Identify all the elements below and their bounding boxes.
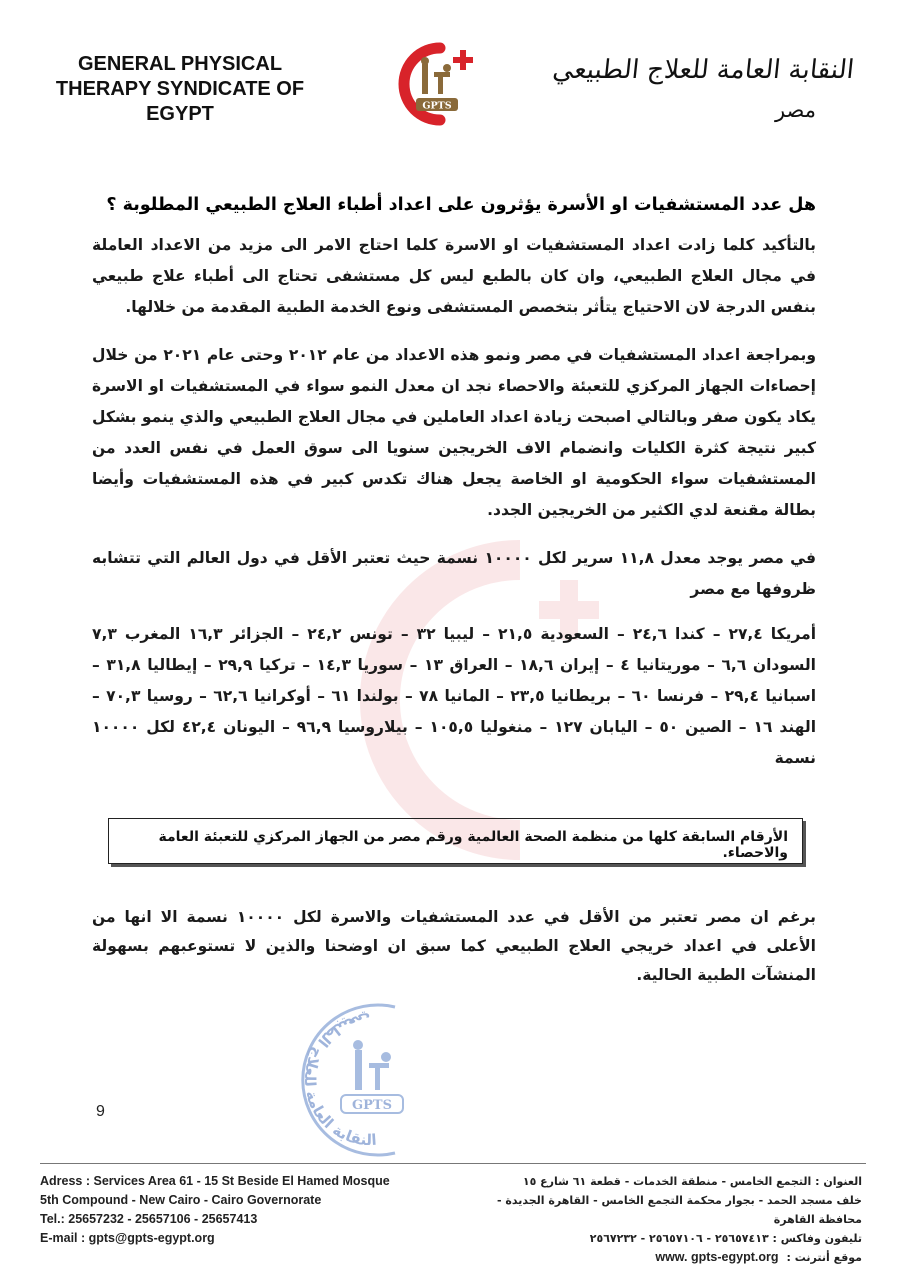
footer-ar-website-row — [452, 1248, 862, 1267]
arabic-country-subtitle: مصر — [774, 98, 816, 122]
english-title-line-1: GENERAL PHYSICAL — [77, 53, 283, 75]
footer-english-contact — [40, 1172, 470, 1248]
english-title-line-3: EGYPT — [146, 103, 214, 125]
document-body — [92, 190, 816, 791]
footer-arabic-contact — [452, 1172, 862, 1267]
english-title-line-2: THERAPY SYNDICATE OF — [55, 78, 305, 100]
paragraph-5: برغم ان مصر تعتبر من الأقل في عدد المستشفيات والاسرة لكل ١٠٠٠٠ نسمة الا انها من الأعلى في اعداد خريجي العلاج الطبيعي كما سبق ان اوضحنا والذين لا تستوعبهم بسهولة المنشآت الطبية الحالية. — [92, 908, 816, 984]
arabic-organization-title: النقابة العامة للعلاج الطبيعي — [551, 55, 856, 85]
paragraph-4-country-bed-rates: أمريكا ٢٧,٤ – كندا ٢٤,٦ – السعودية ٢١,٥ – ليبيا ٣٢ – تونس ٢٤,٢ – الجزائر ١٦,٣ المغرب ٧,٣ السودان ٦,٦ – موريتانيا ٤ – إيران ١٨,٦ – العراق ١٣ – سوريا ١٤,٣ – تركيا ٢٩,٩ – إيطاليا ٣١,٨ – اسبانيا ٢٩,٤ – فرنسا ٦٠ – بريطانيا ٢٣,٥ – المانيا ٧٨ – بولندا ٦١ – أوكرانيا ٦٢,٦ – روسيا ٧٠,٣ – الهند ١٦ – الصين ٥٠ – اليابان ١٢٧ – منغوليا ١٠٥,٥ – بيلاروسيا ٩٦,٩ – اليونان ٤٢,٤ لكل ١٠٠٠٠ نسمة — [92, 625, 817, 767]
paragraph-2: وبمراجعة اعداد المستشفيات في مصر ونمو هذه الاعداد من عام ٢٠١٢ وحتى عام ٢٠٢١ من خلال إحصاءات الجهاز المركزي للتعبئة والاحصاء نجد ان معدل النمو سواء في المستشفيات او الاسرة يكاد يكون صفر وبالتالي اصبحت زيادة اعداد العاملين في مجال العلاج الطبيعي والذي ينمو بشكل كبير نتيجة كثرة الكليات وانضمام الاف الخريجين سنويا الى سوق العمل في نفس العدد من المستشفيات سواء الحكومية او الخاصة يجعل هناك تكدس كبير في هذه المستشفيات وأيضا بطالة مقنعة لدي الكثير من الخريجين الجدد. — [92, 346, 816, 519]
english-organization-title — [30, 52, 330, 127]
paragraph-1: بالتأكيد كلما زادت اعداد المستشفيات او الاسرة كلما احتاج الامر الى مزيد من الاعداد العاملة في مجال العلاج الطبيعي، وان كان بالطبع ليس كل مستشفى تحتاج الى أطباء علاج طبيعي بنفس الدرجة لان الاحتياج يتأثر بتخصص المستشفى ونوع الخدمة الطبية المقدمة من خلالها. — [92, 236, 816, 316]
syndicate-seal-stamp-icon — [285, 995, 455, 1165]
footer-ar-phone: تليفون وفاكس : ٢٥٦٥٧٤١٣ - ٢٥٦٥٧١٠٦ - ٢٥٦٧٢٣٢ — [589, 1232, 862, 1245]
paragraph-3: في مصر يوجد معدل ١١,٨ سرير لكل ١٠٠٠٠ نسمة حيث تعتبر الأقل في دول العالم التي تتشابه ظروفها مع مصر — [92, 549, 816, 598]
footer-ar-address-line-1: العنوان : التجمع الخامس - منطقة الخدمات - قطعة ٦١ شارع ١٥ — [522, 1175, 862, 1188]
gpts-logo — [388, 42, 484, 126]
footer-ar-address-line-2: خلف مسجد الحمد - بجوار محكمة التجمع الخامس - القاهرة الجديدة - محافظة القاهرة — [496, 1194, 862, 1226]
gpts-logo-text: GPTS — [422, 100, 452, 112]
footer-ar-website-label: موقع أنترنت : — [786, 1251, 862, 1264]
footer-divider — [40, 1163, 866, 1164]
section-heading: هل عدد المستشفيات او الأسرة يؤثرون على اعداد أطباء العلاج الطبيعي المطلوبة ؟ — [106, 195, 816, 215]
footer-address-line-1: Adress : Services Area 61 - 15 St Beside El Hamed Mosque — [40, 1174, 390, 1188]
source-note-text: الأرقام السابقة كلها من منظمة الصحة العالمية ورقم مصر من الجهاز المركزي للتعبئة العامة والاحصاء. — [158, 829, 788, 861]
source-note-box — [108, 818, 803, 864]
stamp-logo-text: GPTS — [352, 1098, 392, 1113]
footer-phone: Tel.: 25657232 - 25657106 - 25657413 — [40, 1212, 258, 1226]
svg-text:النقابة العامة للعلاج الطبيعي — [301, 1011, 377, 1149]
footer-email[interactable]: E-mail : gpts@gpts-egypt.org — [40, 1231, 215, 1245]
footer-website-link[interactable]: www. gpts-egypt.org — [655, 1250, 779, 1264]
page-number: 9 — [96, 1103, 105, 1120]
stamp-ring-text: النقابة العامة للعلاج الطبيعي — [300, 1010, 378, 1150]
footer-address-line-2: 5th Compound - New Cairo - Cairo Governorate — [40, 1193, 322, 1207]
